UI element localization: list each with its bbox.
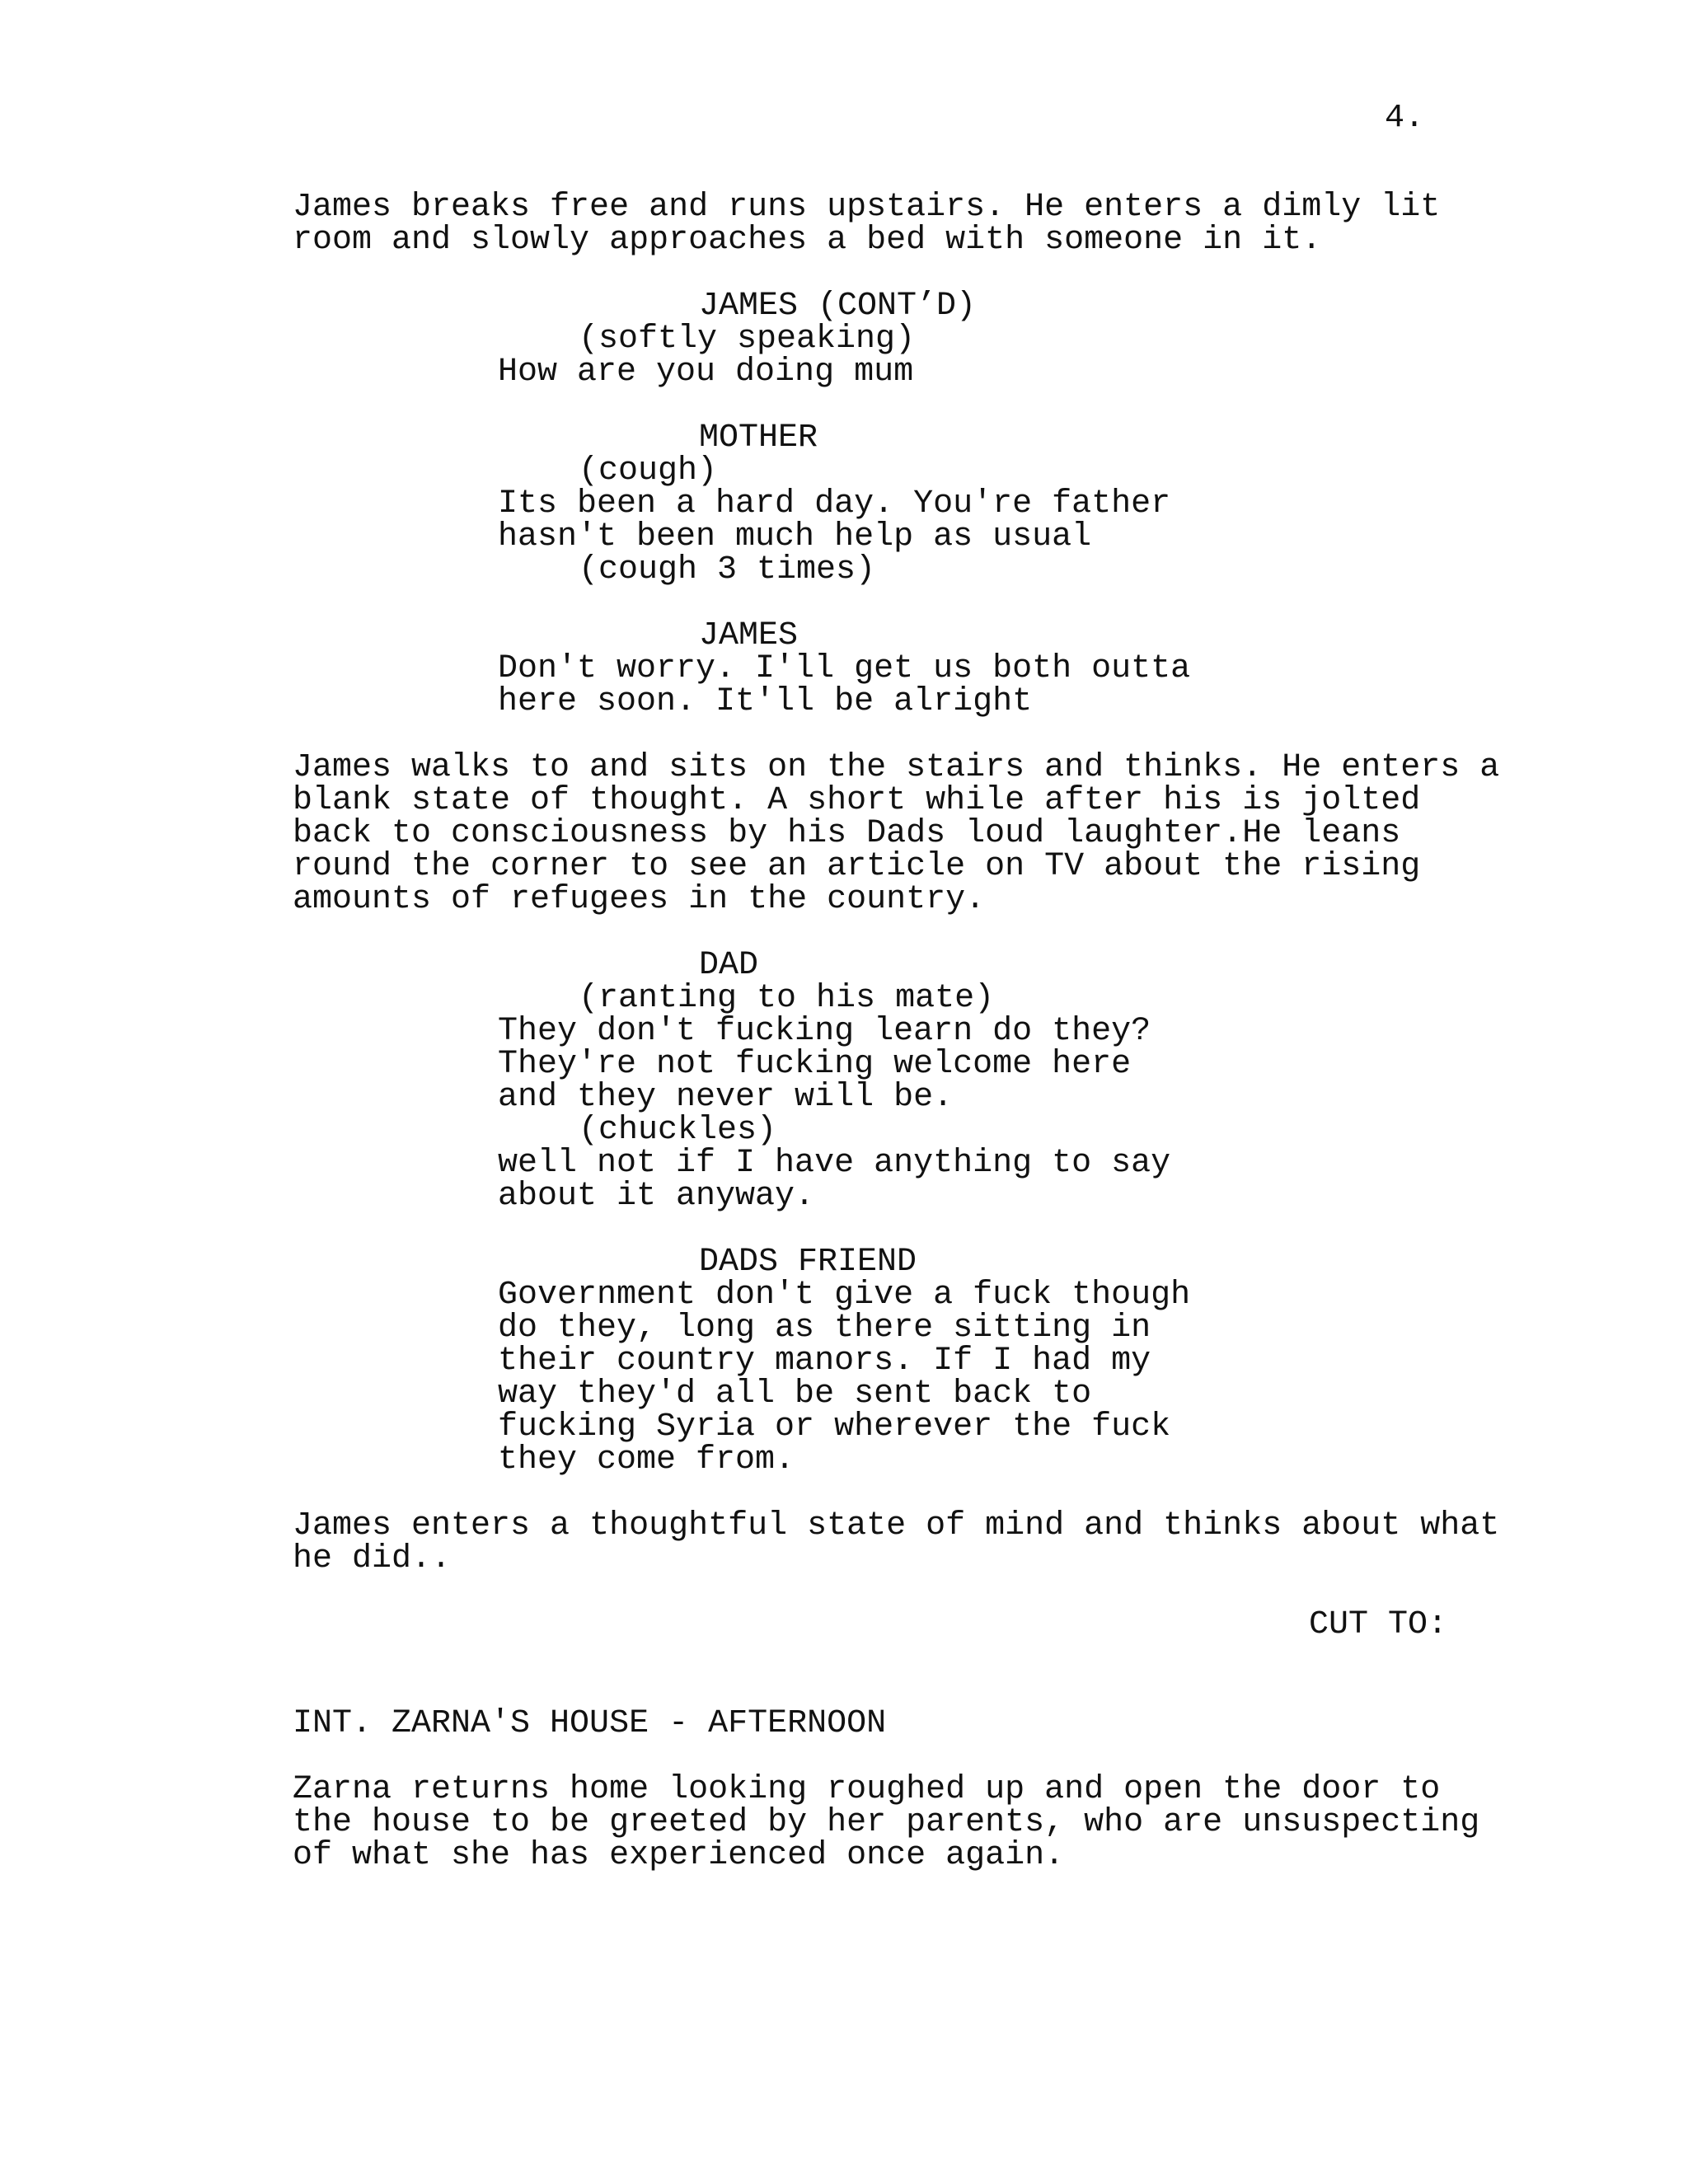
dialogue-line: do they, long as there sitting in	[498, 1310, 1151, 1347]
dialogue-line: How are you doing mum	[498, 354, 914, 391]
dialogue-line: and they never will be.	[498, 1079, 954, 1116]
dialogue-line: Its been a hard day. You're father	[498, 485, 1171, 523]
dialogue-line: Don't worry. I'll get us both outta	[498, 650, 1191, 687]
dialogue-line: They're not fucking welcome here	[498, 1046, 1132, 1083]
character-name: DAD	[699, 947, 759, 984]
parenthetical: (cough)	[579, 452, 718, 490]
action-line: he did..	[293, 1540, 452, 1577]
dialogue-line: way they'd all be sent back to	[498, 1376, 1092, 1413]
dialogue-line: They don't fucking learn do they?	[498, 1013, 1151, 1050]
action-line: back to consciousness by his Dads loud laughter.He leans	[293, 815, 1401, 852]
action-line: blank state of thought. A short while after his is jolted	[293, 782, 1421, 819]
action-line: of what she has experienced once again.	[293, 1837, 1065, 1874]
dialogue-line: Government don't give a fuck though	[498, 1277, 1191, 1314]
action-line: James breaks free and runs upstairs. He enters a dimly lit	[293, 189, 1441, 226]
character-name: MOTHER	[699, 419, 818, 457]
action-line: room and slowly approaches a bed with someone in it.	[293, 222, 1322, 259]
transition: CUT TO:	[1309, 1606, 1448, 1643]
action-line: the house to be greeted by her parents, who are unsuspecting	[293, 1804, 1480, 1841]
scene-heading: INT. ZARNA'S HOUSE - AFTERNOON	[293, 1705, 887, 1742]
action-line: James walks to and sits on the stairs and thinks. He enters a	[293, 749, 1500, 786]
dialogue-line: fucking Syria or wherever the fuck	[498, 1408, 1171, 1446]
action-line: James enters a thoughtful state of mind and thinks about what	[293, 1507, 1500, 1544]
action-line: amounts of refugees in the country.	[293, 881, 986, 918]
parenthetical: (softly speaking)	[579, 321, 916, 358]
dialogue-line: their country manors. If I had my	[498, 1343, 1151, 1380]
dialogue-line: here soon. It'll be alright	[498, 683, 1033, 720]
dialogue-line: they come from.	[498, 1441, 795, 1479]
parenthetical: (ranting to his mate)	[579, 980, 995, 1017]
dialogue-line: well not if I have anything to say	[498, 1145, 1171, 1182]
dialogue-line: about it anyway.	[498, 1178, 815, 1215]
dialogue-line: hasn't been much help as usual	[498, 518, 1092, 555]
parenthetical: (chuckles)	[579, 1112, 777, 1149]
action-line: Zarna returns home looking roughed up and open the door to	[293, 1771, 1441, 1808]
character-name: DADS FRIEND	[699, 1244, 917, 1281]
character-name: JAMES (CONT’D)	[699, 288, 977, 325]
page-number: 4.	[1385, 100, 1425, 137]
action-line: round the corner to see an article on TV about the rising	[293, 848, 1421, 885]
character-name: JAMES	[699, 617, 799, 654]
parenthetical: (cough 3 times)	[579, 551, 876, 588]
